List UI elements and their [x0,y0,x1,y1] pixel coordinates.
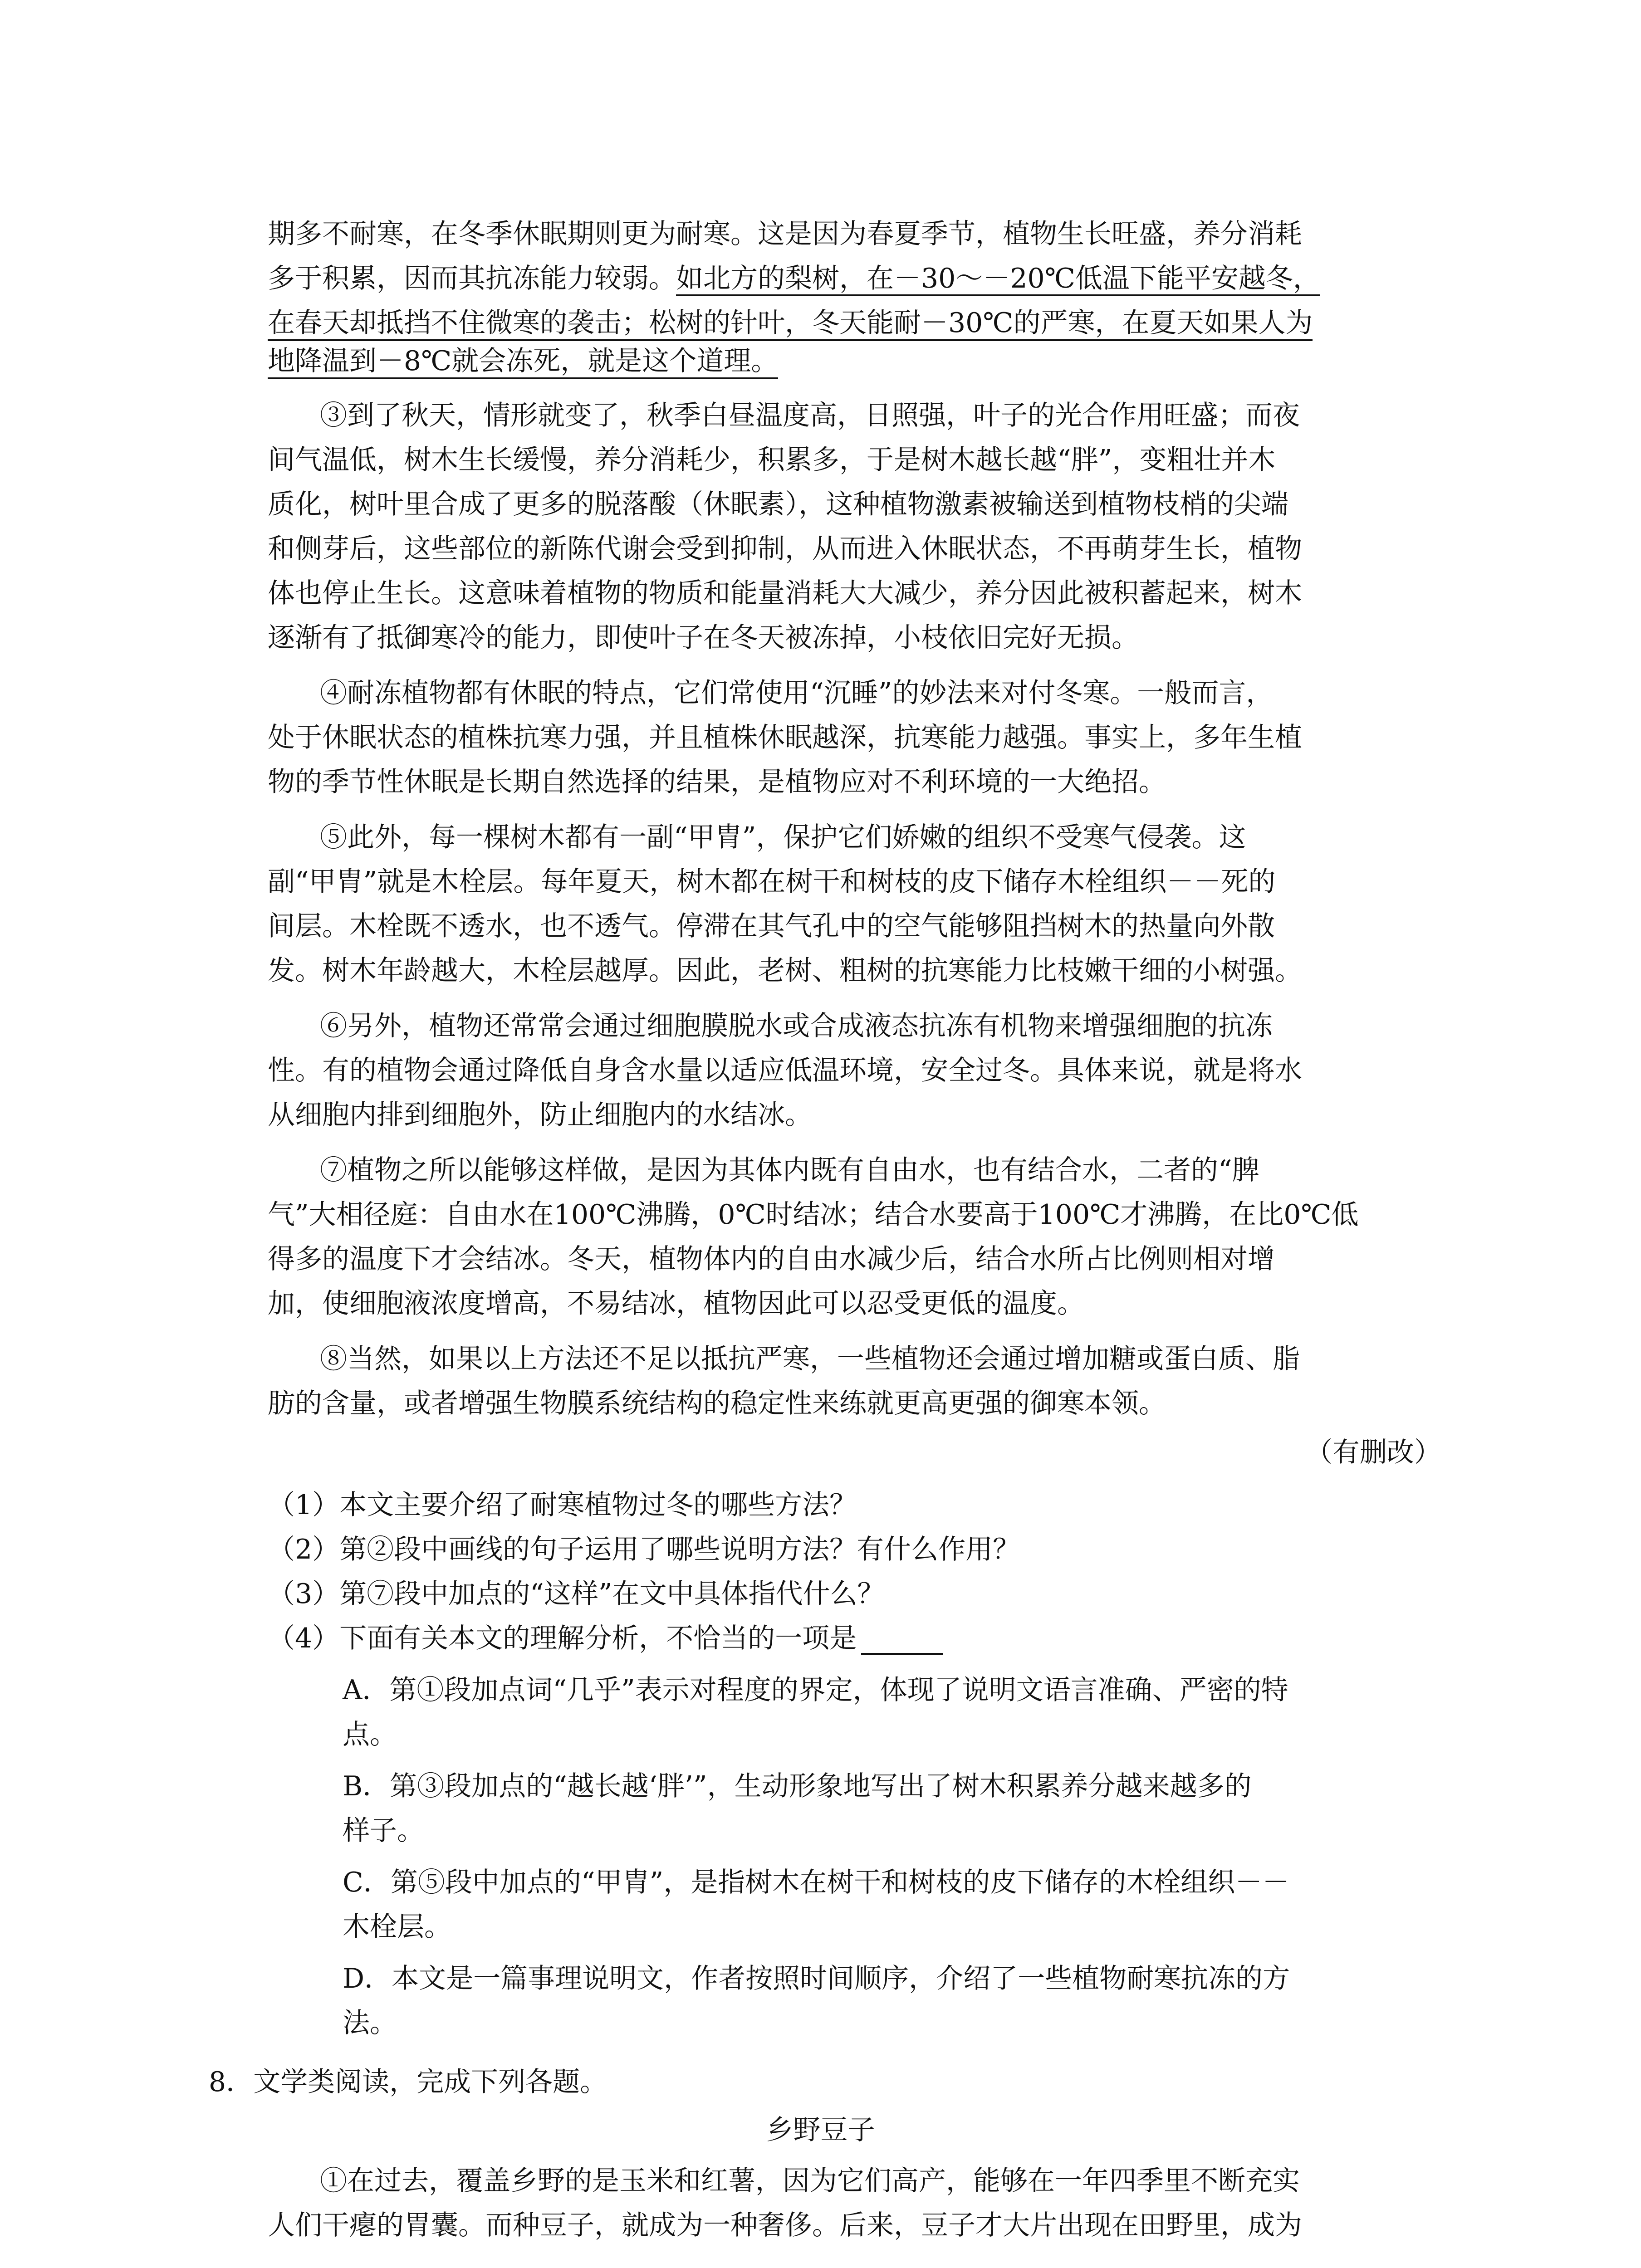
question-4-text: （4）下面有关本文的理解分析，不恰当的一项是 [268,1623,857,1654]
paragraph-7-line: 加，使细胞液浓度增高，不易结冰，植物因此可以忍受更低的温度。 [268,1288,1084,1320]
paragraph-7-line: 得多的温度下才会结冰。冬天，植物体内的自由水减少后，结合水所占比例则相对增 [268,1243,1275,1275]
paragraph-5-line: ⑤此外，每一棵树木都有一副“甲胄”，保护它们娇嫩的组织不受寒气侵袭。这 [320,821,1246,853]
paragraph-3-line: 逐渐有了抵御寒冷的能力，即使叶子在冬天被冻掉，小枝依旧完好无损。 [268,622,1139,654]
paragraph-4-line: ④耐冻植物都有休眠的特点，它们常使用“沉睡”的妙法来对付冬寒。一般而言， [320,677,1274,709]
paragraph-5-line: 发。树木年龄越大，木栓层越厚。因此，老树、粗树的抗寒能力比枝嫩干细的小树强。 [268,955,1302,987]
story-line: ①在过去，覆盖乡野的是玉米和红薯，因为它们高产，能够在一年四季里不断充实 [320,2165,1300,2197]
paragraph-6-line: 从细胞内排到细胞外，防止细胞内的水结冰。 [268,1099,812,1131]
paragraph-3-line: 和侧芽后，这些部位的新陈代谢会受到抑制，从而进入休眠状态，不再萌芽生长，植物 [268,533,1302,565]
paragraph-3-line: 间气温低，树木生长缓慢，养分消耗少，积累多，于是树木越长越“胖”，变粗壮并木 [268,444,1276,476]
option-b-cont: 样子。 [343,1815,424,1847]
question-2: （2）第②段中画线的句子运用了哪些说明方法？有什么作用？ [268,1534,1020,1565]
paragraph-5-line: 间层。木栓既不透水，也不透气。停滞在其气孔中的空气能够阻挡树木的热量向外散 [268,910,1275,942]
question-4 [268,1622,943,1655]
source-note: （有删改） [1305,1437,1441,1468]
section-8-heading: 8．文学类阅读，完成下列各题。 [209,2066,607,2098]
paragraph-6-line: ⑥另外，植物还常常会通过细胞膜脱水或合成液态抗冻有机物来增强细胞的抗冻 [320,1010,1273,1042]
underlined-sentence: 在春天却抵挡不住微寒的袭击；松树的针叶，冬天能耐－30℃的严寒，在夏天如果人为 [268,307,1313,341]
option-d-cont: 法。 [343,2007,397,2039]
paragraph-7-line: ⑦植物之所以能够这样做，是因为其体内既有自由水，也有结合水，二者的“脾 [320,1154,1259,1186]
option-b: B．第③段加点的“越长越‘胖’”，生动形象地写出了树木积累养分越来越多的 [343,1770,1252,1802]
underlined-sentence: 地降温到－8℃就会冻死，就是这个道理。 [268,345,778,379]
option-a-cont: 点。 [343,1719,397,1750]
question-3: （3）第⑦段中加点的“这样”在文中具体指代什么？ [268,1578,885,1610]
paragraph-4-line: 物的季节性休眠是长期自然选择的结果，是植物应对不利环境的一大绝招。 [268,766,1166,798]
passage-text: 多于积累，因而其抗冻能力较弱。 [268,263,676,294]
option-c: C．第⑤段中加点的“甲胄”，是指树木在树干和树枝的皮下储存的木栓组织－－ [343,1867,1290,1898]
paragraph-5-line: 副“甲胄”就是木栓层。每年夏天，树木都在树干和树枝的皮下储存木栓组织－－死的 [268,866,1276,898]
paragraph-3-line: ③到了秋天，情形就变了，秋季白昼温度高，日照强，叶子的光合作用旺盛；而夜 [320,400,1300,431]
question-1: （1）本文主要介绍了耐寒植物过冬的哪些方法？ [268,1489,857,1521]
story-line: 人们干瘪的胃囊。而种豆子，就成为一种奢侈。后来，豆子才大片出现在田野里，成为 [268,2209,1302,2241]
story-title: 乡野豆子 [766,2114,875,2146]
passage-line [268,262,1320,295]
paragraph-3-line: 质化，树叶里合成了更多的脱落酸（休眠素），这种植物激素被输送到植物枝梢的尖端 [268,489,1288,520]
answer-blank[interactable] [861,1626,943,1655]
option-d: D．本文是一篇事理说明文，作者按照时间顺序，介绍了一些植物耐寒抗冻的方 [343,1963,1290,1994]
paragraph-8-line: 肪的含量，或者增强生物膜系统结构的稳定性来练就更高更强的御寒本领。 [268,1388,1166,1419]
paragraph-7-line: 气”大相径庭：自由水在100℃沸腾，0℃时结冰；结合水要高于100℃才沸腾，在比0℃低 [268,1199,1359,1231]
paragraph-3-line: 体也停止生长。这意味着植物的物质和能量消耗大大减少，养分因此被积蓄起来，树木 [268,577,1302,609]
paragraph-6-line: 性。有的植物会通过降低自身含水量以适应低温环境，安全过冬。具体来说，就是将水 [268,1055,1302,1086]
paragraph-4-line: 处于休眠状态的植株抗寒力强，并且植株休眠越深，抗寒能力越强。事实上，多年生植 [268,722,1302,753]
paragraph-8-line: ⑧当然，如果以上方法还不足以抵抗严寒，一些植物还会通过增加糖或蛋白质、脂 [320,1343,1300,1375]
passage-line: 期多不耐寒，在冬季休眠期则更为耐寒。这是因为春夏季节，植物生长旺盛，养分消耗 [268,218,1302,250]
option-c-cont: 木栓层。 [343,1911,451,1943]
underlined-sentence: 如北方的梨树，在－30～－20℃低温下能平安越冬， [676,263,1320,296]
option-a: A．第①段加点词“几乎”表示对程度的界定，体现了说明文语言准确、严密的特 [343,1674,1288,1706]
